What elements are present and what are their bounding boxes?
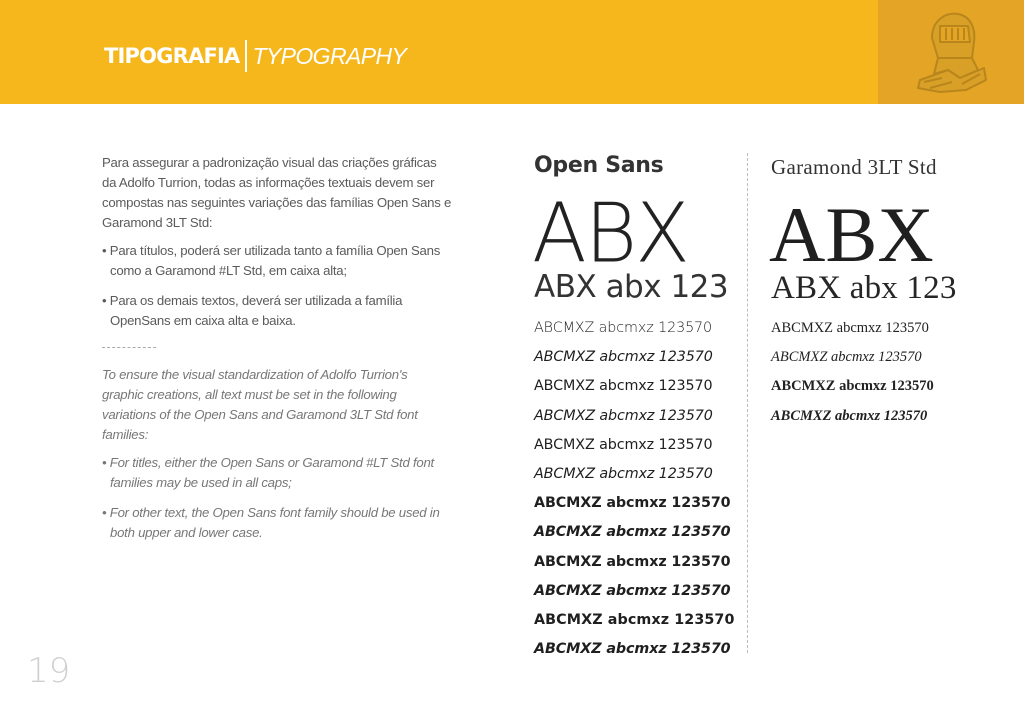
open-sans-medium: ABCMXZ abcmxz 123570 <box>534 436 713 453</box>
open-sans-light: ABCMXZ abcmxz 123570 <box>534 320 713 336</box>
knight-helmet-icon <box>910 8 990 94</box>
bullet-titles-english: • For titles, either the Open Sans or Garamond #LT Std font families may be used in all caps; <box>102 455 434 490</box>
open-sans-extrabold-italic: ABCMXZ abcmxz 123570 <box>534 641 731 658</box>
open-sans-extrabold: ABCMXZ abcmxz 123570 <box>534 611 735 628</box>
garamond-bold: ABCMXZ abcmxz 123570 <box>771 378 934 395</box>
garamond-weight-samples <box>771 314 934 431</box>
intro-portuguese: Para assegurar a padronização visual das criações gráficas da Adolfo Turrion, todas as informações textuais devem ser compostas nas seguintes variações das famílias Open Sans e Garamond 3LT Std: <box>102 155 452 230</box>
title-english: TYPOGRAPHY <box>252 42 407 69</box>
garamond-italic: ABCMXZ abcmxz 123570 <box>771 349 922 366</box>
garamond-large-sample: ABX <box>769 191 934 278</box>
section-divider <box>102 347 156 348</box>
open-sans-medium-sample: ABX abx 123 <box>534 269 729 305</box>
open-sans-regular: ABCMXZ abcmxz 123570 <box>534 378 713 395</box>
emblem-box <box>878 0 1024 104</box>
open-sans-large-sample: ABX <box>532 185 688 281</box>
column-divider <box>747 153 748 653</box>
title-separator <box>245 40 247 72</box>
page-title <box>104 38 406 74</box>
open-sans-medium-italic: ABCMXZ abcmxz 123570 <box>534 465 713 482</box>
title-portuguese: TIPOGRAFIA <box>104 44 240 68</box>
bullet-other-text-portuguese: • Para os demais textos, deverá ser utilizada a família OpenSans em caixa alta e baixa. <box>102 293 403 328</box>
garamond-regular: ABCMXZ abcmxz 123570 <box>771 320 929 336</box>
open-sans-title: Open Sans <box>534 153 664 178</box>
page-number: 19 <box>27 651 71 691</box>
open-sans-light-italic: ABCMXZ abcmxz 123570 <box>534 349 713 366</box>
garamond-medium-sample: ABX abx 123 <box>771 270 957 306</box>
open-sans-semibold-italic: ABCMXZ abcmxz 123570 <box>534 524 731 541</box>
garamond-title: Garamond 3LT Std <box>771 155 937 179</box>
bullet-other-text-english: • For other text, the Open Sans font family should be used in both upper and lower case. <box>102 505 440 540</box>
open-sans-bold: ABCMXZ abcmxz 123570 <box>534 553 731 570</box>
open-sans-semibold: ABCMXZ abcmxz 123570 <box>534 495 731 512</box>
header-bar <box>0 0 1024 104</box>
garamond-bold-italic: ABCMXZ abcmxz 123570 <box>771 407 928 424</box>
intro-english: To ensure the visual standardization of Adolfo Turrion's graphic creations, all text must be set in the following variations of the Open Sans and Garamond 3LT Std font families: <box>102 367 418 442</box>
open-sans-weight-samples <box>534 314 735 664</box>
open-sans-bold-italic: ABCMXZ abcmxz 123570 <box>534 582 731 599</box>
description-text <box>102 153 452 543</box>
bullet-titles-portuguese: • Para títulos, poderá ser utilizada tanto a família Open Sans como a Garamond #LT Std, em caixa alta; <box>102 243 441 278</box>
open-sans-italic: ABCMXZ abcmxz 123570 <box>534 407 713 424</box>
